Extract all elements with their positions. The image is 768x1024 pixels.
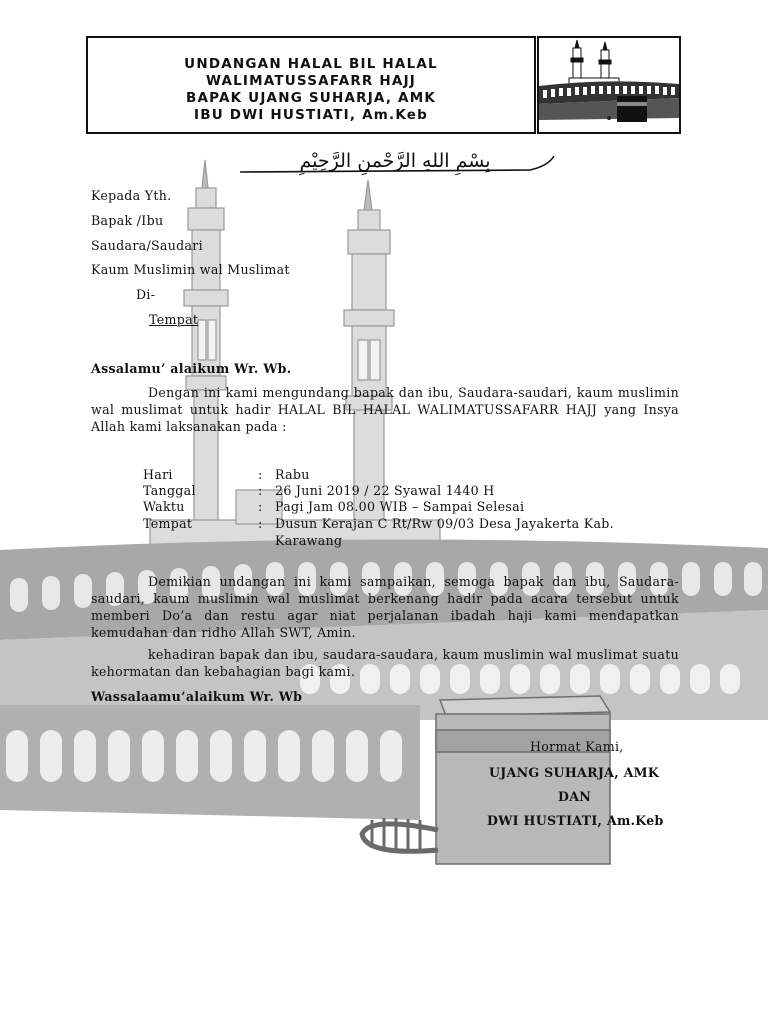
detail-value: Rabu: [275, 467, 310, 482]
signature-name-1: UJANG SUHARJA, AMK: [489, 765, 660, 780]
detail-label: Hari: [143, 467, 173, 482]
signature-regards: Hormat Kami,: [530, 739, 624, 754]
detail-value: 26 Juni 2019 / 22 Syawal 1440 H: [275, 483, 495, 498]
kaaba-image: [537, 36, 681, 134]
recipient-line-5: Di-: [136, 287, 156, 302]
closing-paragraph: Demikian undangan ini kami sampaikan, semoga bapak dan ibu, Saudara-saudari, kaum muslimin wal muslimat berkenang hadir pada acara tersebut untuk memberi Do’a dan restu agar niat perjalanan ibadah haji kami mendapatkan kemudahan dan ridho Allah SWT, Amin.: [91, 574, 679, 640]
recipient-line-1: Kepada Yth.: [91, 188, 172, 203]
title-line-3: BAPAK UJANG SUHARJA, AMK: [185, 90, 437, 106]
signature-name-2: DWI HUSTIATI, Am.Keb: [487, 813, 664, 828]
detail-value-continued: Karawang: [275, 533, 343, 548]
detail-separator: :: [258, 516, 263, 531]
title-line-2: WALIMATUSSAFARR HAJJ: [205, 73, 417, 89]
recipient-line-2: Bapak /Ibu: [91, 213, 164, 228]
detail-label: Tanggal: [143, 483, 196, 498]
opening-greeting: Assalamu’ alaikum Wr. Wb.: [91, 361, 292, 376]
gratitude-paragraph: kehadiran bapak dan ibu, saudara-saudara, kaum muslimin wal muslimat suatu kehormatan dan kebahagian bagi kami.: [91, 647, 679, 679]
recipient-line-3: Saudara/Saudari: [91, 238, 203, 253]
recipient-place: Tempat: [149, 312, 199, 327]
title-line-1: UNDANGAN HALAL BIL HALAL: [184, 56, 438, 72]
signature-conjunction: DAN: [558, 789, 592, 804]
closing-greeting: Wassalaamu’alaikum Wr. Wb: [91, 689, 303, 704]
basmala-text: بِسْمِ اللهِ الرَّحْمنِ الرَّحِيْمِ: [299, 150, 491, 172]
detail-value: Dusun Kerajan C Rt/Rw 09/03 Desa Jayakerta Kab.: [275, 516, 614, 531]
title-line-4: IBU DWI HUSTIATI, Am.Keb: [194, 107, 428, 123]
invitation-title-box: [86, 36, 536, 134]
detail-value: Pagi Jam 08.00 WIB – Sampai Selesai: [275, 499, 525, 514]
basmala-calligraphy: [230, 148, 560, 190]
recipient-line-4: Kaum Muslimin wal Muslimat: [91, 262, 290, 277]
detail-separator: :: [258, 499, 263, 514]
detail-separator: :: [258, 467, 263, 482]
detail-label: Tempat: [143, 516, 193, 531]
detail-label: Waktu: [143, 499, 185, 514]
intro-paragraph: Dengan ini kami mengundang bapak dan ibu, Saudara-saudari, kaum muslimin wal muslimat untuk hadir HALAL BIL HALAL WALIMATUSSAFARR HAJJ yang Insya Allah kami laksanakan pada :: [91, 385, 679, 434]
detail-separator: :: [258, 483, 263, 498]
